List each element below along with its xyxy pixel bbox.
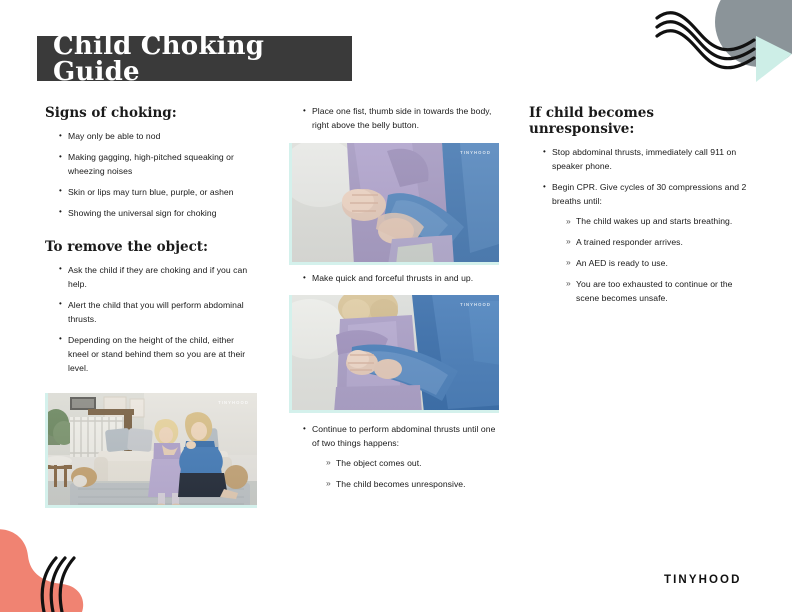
list-item: • Showing the universal sign for choking [59, 207, 257, 221]
photo-watermark: TINYHOOD [460, 150, 491, 155]
footer-brand-logo: TINYHOOD [664, 574, 742, 586]
to-remove-object-heading: To remove the object: [45, 238, 209, 255]
bottom-left-decoration [0, 512, 140, 612]
photo-watermark: TINYHOOD [218, 400, 249, 405]
signs-of-choking-heading: Signs of choking: [45, 105, 177, 121]
middle-step-2-list [289, 272, 499, 286]
middle-step-3-sublist [312, 457, 499, 492]
coral-blob-shape [0, 529, 83, 612]
right-column [529, 105, 754, 313]
list-item: • Depending on the height of the child, either kneel or stand behind them so you are at their level. [59, 334, 257, 376]
gray-circle-shape [715, 0, 792, 67]
cpr-until-sublist [552, 215, 754, 306]
photo-living-room-image [48, 393, 257, 508]
photo-watermark: TINYHOOD [460, 302, 491, 307]
page-title: Child Choking Guide [53, 30, 265, 87]
list-item: • Place one fist, thumb side in towards the body, right above the belly button. [303, 105, 499, 133]
middle-column [289, 105, 499, 140]
unresponsive-list [529, 146, 754, 305]
sub-list-item: » The child becomes unresponsive. [326, 478, 499, 492]
teal-triangle-shape [756, 36, 792, 82]
top-right-decoration [632, 0, 792, 104]
sub-list-item: » A trained responder arrives. [566, 236, 754, 250]
photo-fist-placement [289, 143, 499, 265]
middle-column-step3 [289, 423, 499, 499]
page-title-box [37, 30, 352, 87]
list-item: • May only be able to nod [59, 130, 257, 144]
signs-of-choking-list [45, 130, 257, 221]
list-item [303, 423, 499, 492]
list-item: • Stop abdominal thrusts, immediately call 911 on speaker phone. [543, 146, 754, 174]
unresponsive-heading: If child becomes unresponsive: [529, 105, 654, 138]
list-item: • Skin or lips may turn blue, purple, or ashen [59, 186, 257, 200]
sub-list-item: » An AED is ready to use. [566, 257, 754, 271]
black-curve-lines [42, 558, 74, 612]
photo-living-room-scene [45, 393, 257, 508]
list-item: • Ask the child if they are choking and if you can help. [59, 264, 257, 292]
sub-list-item: » You are too exhausted to continue or the scene becomes unsafe. [566, 278, 754, 306]
sub-list-item: » The child wakes up and starts breathing. [566, 215, 754, 229]
list-item [543, 181, 754, 305]
list-item: • Alert the child that you will perform abdominal thrusts. [59, 299, 257, 327]
photo-abdominal-thrusts-image [292, 295, 499, 413]
black-wave-lines [657, 13, 754, 68]
left-column [45, 105, 257, 382]
photo-fist-placement-image [292, 143, 499, 265]
list-item: • Making gagging, high-pitched squeaking or wheezing noises [59, 151, 257, 179]
to-remove-object-list [45, 264, 257, 375]
decorative-shapes-svg [632, 0, 792, 104]
list-item-text: Begin CPR. Give cycles of 30 compressions and 2 breaths until: [552, 182, 747, 207]
sub-list-item: » The object comes out. [326, 457, 499, 471]
list-item-text: Continue to perform abdominal thrusts until one of two things happens: [312, 424, 496, 448]
decorative-blob-svg [0, 512, 140, 612]
middle-step-3-list [289, 423, 499, 492]
list-item: • Make quick and forceful thrusts in and up. [303, 272, 499, 286]
photo-abdominal-thrusts [289, 295, 499, 413]
middle-column-step2 [289, 272, 499, 293]
middle-step-1-list [289, 105, 499, 133]
